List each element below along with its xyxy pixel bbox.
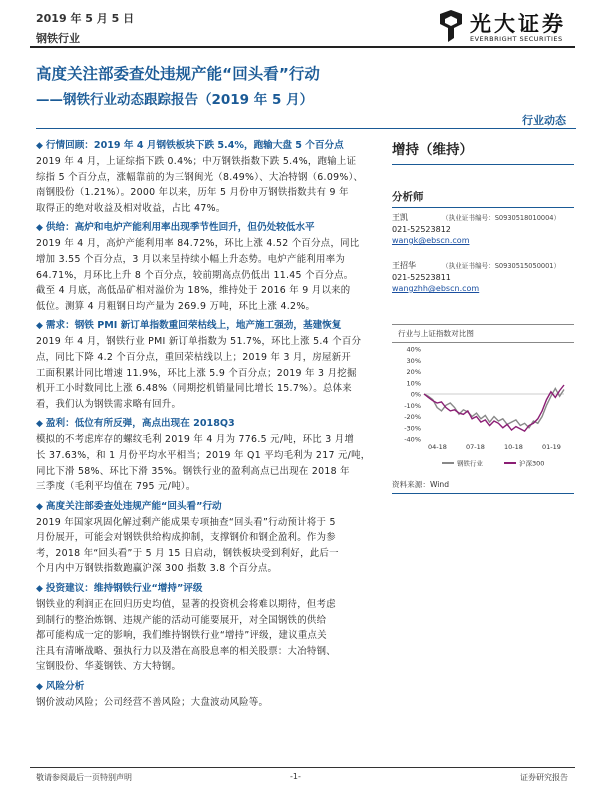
section-paragraph (36, 515, 376, 577)
paragraph-line: 模拟的不考虑库存的螺纹毛利 2019 年 4 月为 776.5 元/吨，环比 3 月增 (36, 434, 355, 446)
diamond-bullet-icon: ◆ (36, 419, 43, 430)
analyst-cert: （执业证书编号：S0930515050001） (442, 262, 561, 270)
rating-rule (392, 164, 574, 165)
analyst-phone: 021-52523811 (392, 273, 451, 282)
header-rule (30, 46, 575, 48)
title-rule (36, 128, 576, 129)
section-paragraph (36, 432, 376, 494)
paragraph-line: 长 37.63%，和 1 月份平均水平相当；2019 年 Q1 平均毛利为 217 元/吨， (36, 449, 371, 461)
paragraph-line: 低位。测算 4 月粗钢日均产量为 269.9 万吨，环比上涨 4.2%。 (36, 300, 316, 312)
company-logo (436, 8, 576, 44)
paragraph-line: 2019 年 4 月，上证综指下跌 0.4%；中万钢铁指数下跌 5.4%，跑输上证 (36, 156, 357, 167)
footer-disclaimer: 敬请参阅最后一页特别声明 (36, 773, 132, 782)
paragraph-line: 都可能构成一定的影响，我们维持钢铁行业“增持”评级，建议重点关 (36, 630, 327, 642)
diamond-bullet-icon: ◆ (36, 682, 43, 693)
paragraph-line: 综指 5 个百分点，涨幅靠前的为三钢闽光（8.49%）、大冶特钢（6.09%）、 (36, 171, 364, 183)
y-tick-label: 40% (406, 345, 421, 354)
paragraph-line: 到制行的整治炼钢、违规产能的活动可能要展开，对全国钢铁的供给 (36, 614, 327, 626)
paragraph-line: 2019 年国家巩固化解过剩产能成果专项抽查“回头看”行动预计将于 5 (36, 516, 336, 528)
section-heading (36, 138, 376, 154)
main-content (36, 134, 376, 711)
industry-label: 钢铁行业 (36, 32, 80, 45)
y-tick-label: -10% (404, 401, 421, 410)
section-heading (36, 318, 376, 334)
paragraph-line: 增加 3.55 个百分点，3 月以来呈持续小幅上升态势。电炉产能利用率为 (36, 253, 346, 265)
y-tick-label: -40% (404, 435, 421, 444)
legend-label: 钢铁行业 (457, 459, 483, 468)
paragraph-line: 南钢股份（1.21%）。2000 年以来，历年 5 月份申万钢铁指数共有 9 年 (36, 187, 349, 199)
x-tick-label: 10-18 (504, 443, 523, 451)
paragraph-line: 2019 年 4 月，钢铁行业 PMI 新订单指数为 51.7%，环比上涨 5.4 个百分 (36, 336, 362, 348)
analyst-1 (392, 212, 574, 246)
chart-rule (392, 493, 574, 494)
x-tick-label: 04-18 (428, 443, 447, 451)
y-tick-label: 10% (406, 379, 421, 388)
chart-source: 资料来源：Wind (392, 480, 450, 489)
analyst-email-link[interactable]: wangk@ebscn.com (392, 236, 470, 245)
legend-label: 沪深300 (519, 459, 545, 468)
analyst-phone: 021-52523812 (392, 225, 451, 234)
rating-label: 增持（维持） (392, 142, 473, 158)
footer-report-type: 证券研究报告 (520, 773, 568, 782)
diamond-bullet-icon: ◆ (36, 141, 43, 151)
paragraph-line: 截至 4 月底，高低品矿相对溢价为 18%，维持处于 2016 年 9 月以来的 (36, 285, 351, 297)
y-tick-label: 30% (406, 356, 421, 365)
paragraph-line: 机开工小时数同比上涨 6.48%（同期挖机销量同比增长 15.7%）。总体来 (36, 383, 352, 395)
analyst-name: 王凯 (392, 213, 408, 222)
diamond-bullet-icon: ◆ (36, 223, 43, 234)
comparison-chart (392, 343, 574, 473)
diamond-bullet-icon: ◆ (36, 321, 43, 332)
section-paragraph (36, 334, 376, 412)
section-heading-text: 投资建议：维持钢铁行业“增持”评级 (45, 583, 203, 595)
analyst-cert: （执业证书编号：S0930518010004） (442, 214, 561, 222)
paragraph-line: 宝钢股份、华菱钢铁、方大特钢。 (36, 661, 182, 673)
diamond-bullet-icon: ◆ (36, 501, 43, 512)
logo-mark-icon (436, 8, 466, 44)
sidebar (392, 134, 574, 494)
paragraph-line: 月份展开，可能会对钢铁供给构成抑制，支撑钢价和钢企盈利。作为参 (36, 532, 336, 544)
chart-title: 行业与上证指数对比图 (392, 324, 574, 343)
diamond-bullet-icon: ◆ (36, 584, 43, 595)
paragraph-line: 钢价波动风险；公司经营不善风险；大盘波动风险等。 (36, 697, 269, 709)
section-heading (36, 679, 376, 695)
analyst-name: 王招华 (392, 261, 416, 270)
y-tick-label: 0% (410, 390, 421, 399)
paragraph-line: 同比下滑 58%、环比下滑 35%。钢铁行业的盈利高点已出现在 2018 年 (36, 465, 350, 477)
report-date: 2019 年 5 月 5 日 (36, 12, 135, 25)
section-paragraph (36, 154, 376, 216)
paragraph-line: 64.71%，月环比上升 8 个百分点，较前期高点仍低出 11.45 个百分点。 (36, 269, 354, 281)
y-tick-label: 20% (406, 368, 421, 376)
analyst-2 (392, 260, 574, 294)
x-tick-label: 07-18 (466, 443, 485, 451)
paragraph-line: 2019 年 4 月，高炉产能利用率 84.72%，环比上涨 4.52 个百分点，同比 (36, 238, 360, 250)
paragraph-line: 点，同比下降 4.2 个百分点，重回荣枯线以上；2019 年 3 月，房屋新开 (36, 351, 352, 363)
report-type-tag: 行业动态 (522, 114, 566, 127)
section-heading-text: 需求：钢铁 PMI 新订单指数重回荣枯线上，地产施工强劲，基建恢复 (45, 320, 342, 332)
y-tick-label: -20% (404, 413, 421, 421)
analyst-rule (392, 207, 574, 208)
section-heading (36, 499, 376, 515)
y-tick-label: -30% (404, 424, 421, 433)
paragraph-line: 钢铁业的利润正在回归历史均值，显著的投资机会将难以期待，但考虑 (36, 599, 336, 611)
analyst-heading: 分析师 (392, 191, 424, 203)
paragraph-line: 注具有清晰战略、强执行力以及潜在高股息率的相关股票：大冶特钢、 (36, 645, 336, 657)
paragraph-line: 看，我们认为钢铁需求略有回升。 (36, 398, 182, 410)
analyst-email-link[interactable]: wangzhh@ebscn.com (392, 284, 480, 293)
section-heading-text: 风险分析 (45, 681, 85, 693)
section-paragraph (36, 597, 376, 675)
paragraph-line: 考，2018 年“回头看”于 5 月 15 日启动，钢铁板块受到利好，此后一 (36, 547, 339, 559)
paragraph-line: 三季度（毛利平均值在 795 元/吨）。 (36, 481, 196, 493)
section-heading-text: 行情回顾：2019 年 4 月钢铁板块下跌 5.4%，跑输大盘 5 个百分点 (45, 140, 344, 151)
section-heading-text: 供给：高炉和电炉产能利用率出现季节性回升，但仍处较低水平 (45, 222, 315, 234)
page-title: 高度关注部委查处违规产能“回头看”行动 (36, 65, 320, 83)
section-paragraph (36, 236, 376, 314)
section-heading (36, 416, 376, 432)
paragraph-line: 个月内中万钢铁指数跑赢沪深 300 指数 3.8 个百分点。 (36, 563, 278, 575)
section-heading-text: 高度关注部委查处违规产能“回头看”行动 (45, 500, 222, 512)
logo-text-cn: 光大证券 (470, 11, 566, 36)
section-paragraph (36, 695, 376, 711)
page-number: -1- (290, 772, 301, 781)
footer-rule (30, 767, 575, 768)
logo-text-en: EVERBRIGHT SECURITIES (470, 35, 563, 43)
section-heading-text: 盈利：低位有所反弹，高点出现在 2018Q3 (45, 418, 235, 430)
x-tick-label: 01-19 (542, 443, 561, 451)
paragraph-line: 取得正的绝对收益及相对收益，占比 47%。 (36, 202, 226, 214)
paragraph-line: 工面积累计同比增速 11.9%，环比上涨 5.9 个百分点；2019 年 3 月挖掘 (36, 367, 357, 379)
series-line (424, 385, 564, 431)
section-heading (36, 581, 376, 597)
page-subtitle: ——钢铁行业动态跟踪报告（2019 年 5 月） (36, 92, 314, 108)
section-heading (36, 220, 376, 236)
